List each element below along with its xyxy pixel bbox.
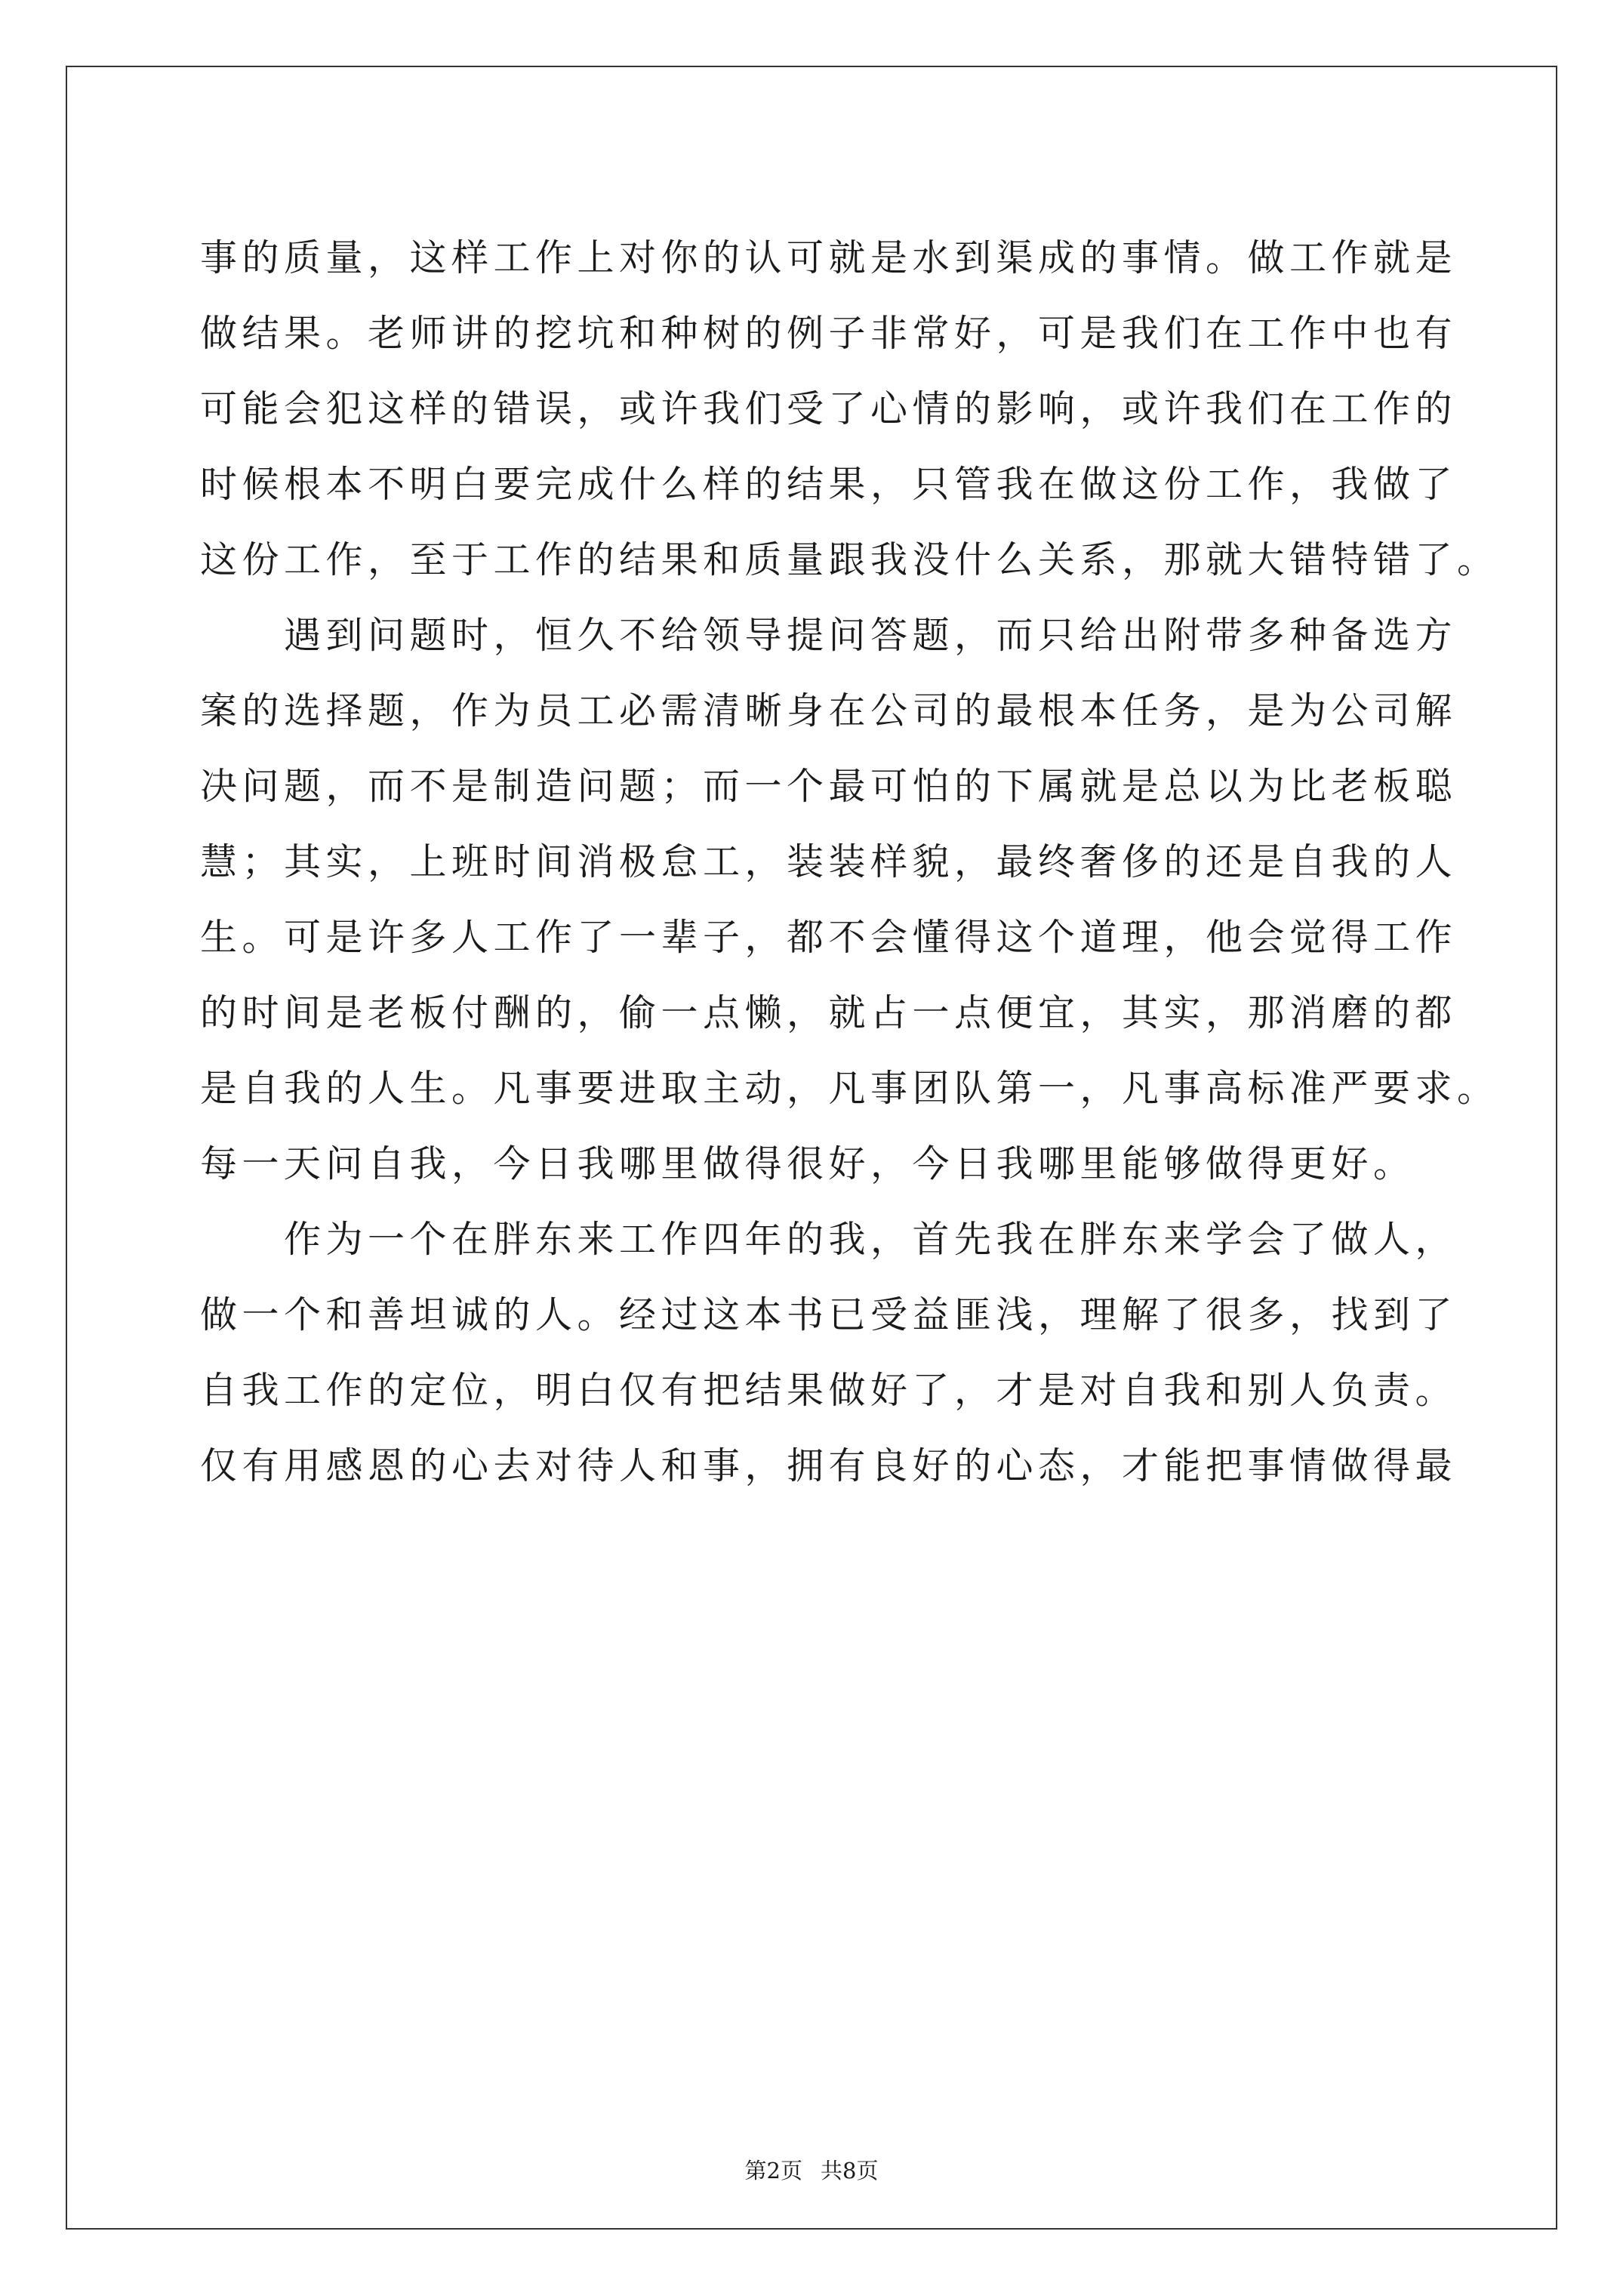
text-line: 是自我的人生。凡事要进取主动，凡事团队第一，凡事高标准严要求。 [200, 1067, 1499, 1110]
page-total: 共8页 [821, 2158, 879, 2184]
text-line: 仅有用感恩的心去对待人和事，拥有良好的心态，才能把事情做得最 [200, 1444, 1458, 1487]
page-number: 第2页 [744, 2158, 802, 2184]
text-line: 自我工作的定位，明白仅有把结果做好了，才是对自我和别人负责。 [200, 1369, 1458, 1412]
page-footer [0, 2154, 1623, 2185]
text-line: 遇到问题时，恒久不给领导提问答题，而只给出附带多种备选方 [200, 614, 1458, 657]
document-body [200, 220, 1499, 1504]
text-line: 的时间是老板付酬的，偷一点懒，就占一点便宜，其实，那消磨的都 [200, 991, 1458, 1034]
text-line: 决问题，而不是制造问题；而一个最可怕的下属就是总以为比老板聪 [200, 765, 1458, 808]
text-line: 作为一个在胖东来工作四年的我，首先我在胖东来学会了做人， [200, 1218, 1458, 1261]
text-line: 事的质量，这样工作上对你的认可就是水到渠成的事情。做工作就是 [200, 236, 1458, 279]
text-line: 可能会犯这样的错误，或许我们受了心情的影响，或许我们在工作的 [200, 387, 1458, 430]
text-line: 做结果。老师讲的挖坑和种树的例子非常好，可是我们在工作中也有 [200, 312, 1458, 355]
text-line: 这份工作，至于工作的结果和质量跟我没什么关系，那就大错特错了。 [200, 538, 1499, 581]
text-line: 每一天问自我，今日我哪里做得很好，今日我哪里能够做得更好。 [200, 1142, 1415, 1185]
text-line: 做一个和善坦诚的人。经过这本书已受益匪浅，理解了很多，找到了 [200, 1293, 1458, 1336]
text-line: 生。可是许多人工作了一辈子，都不会懂得这个道理，他会觉得工作 [200, 916, 1458, 959]
text-line: 时候根本不明白要完成什么样的结果，只管我在做这份工作，我做了 [200, 463, 1458, 506]
text-line: 慧；其实，上班时间消极怠工，装装样貌，最终奢侈的还是自我的人 [200, 840, 1458, 883]
text-line: 案的选择题，作为员工必需清晰身在公司的最根本任务，是为公司解 [200, 689, 1458, 732]
